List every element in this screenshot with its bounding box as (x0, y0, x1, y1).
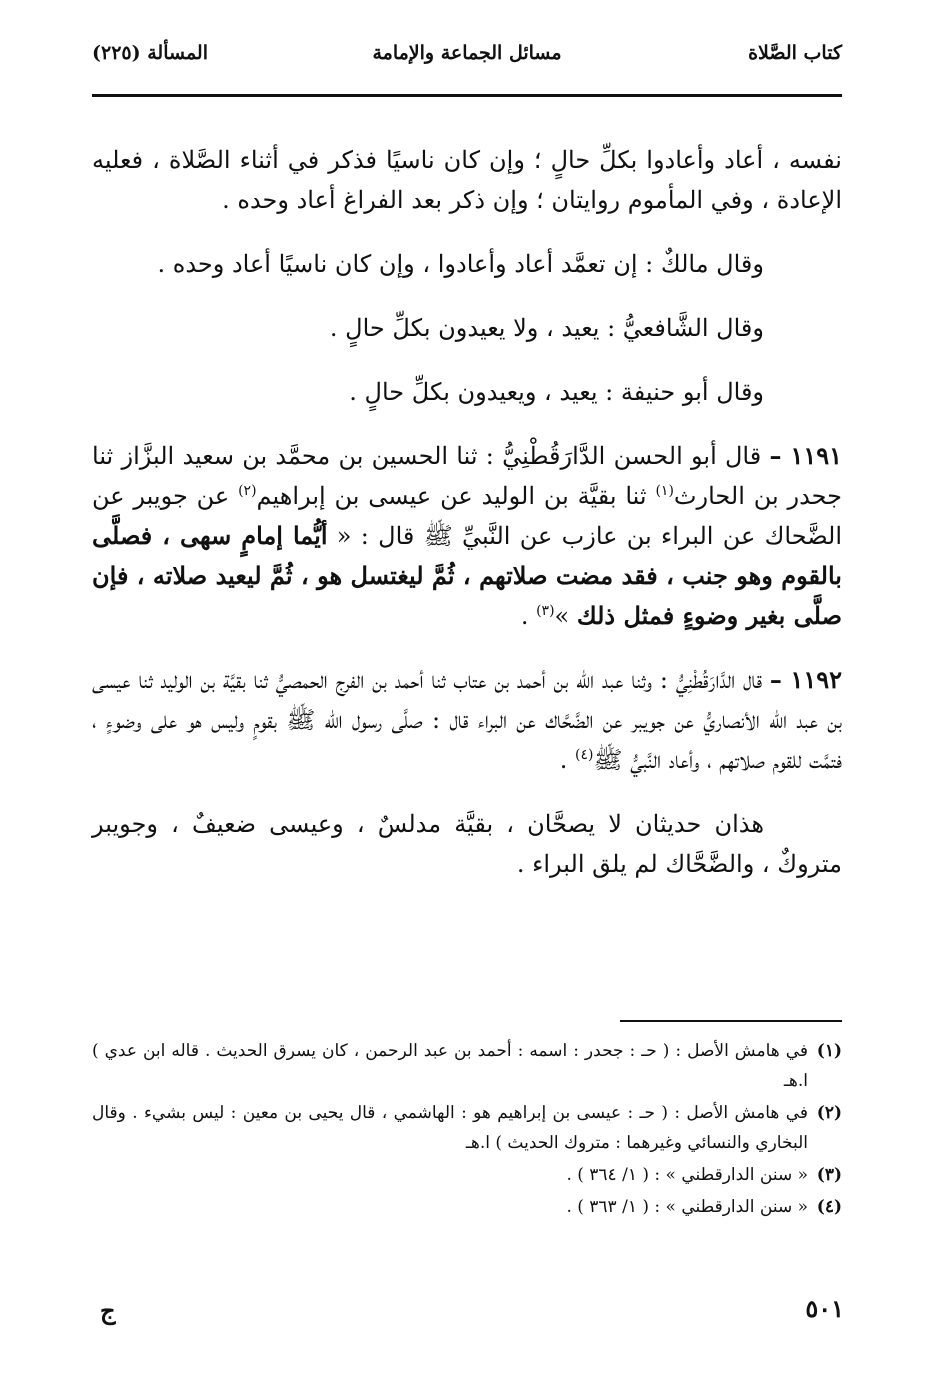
footnote-text: « سنن الدارقطني » : ( ١/ ٣٦٤ ) . (566, 1165, 808, 1185)
hadith-text: . (520, 602, 537, 630)
book-title: كتاب الصَّلاة (748, 42, 842, 64)
footnote (92, 1036, 842, 1096)
paragraph-continuation: نفسه ، أعاد وأعادوا بكلِّ حالٍ ؛ وإن كان ناسيًا فذكر في أثناء الصَّلاة ، فعليه الإعادة ، وفي المأموم روايتان ؛ وإن ذكر بعد الفراغ أعاد وحده . (92, 146, 842, 214)
footnotes (92, 1036, 842, 1224)
header-rule (92, 94, 842, 97)
issue-label: المسألة (٢٢٥) (92, 42, 208, 64)
hadith-text: » (554, 602, 577, 630)
footnote (92, 1098, 842, 1158)
hadith-text: قال الدَّارَقُطْنِيُّ : وثنا عبد الله بن أحمد بن عتاب ثنا أحمد بن الفرج الحمصيُّ ثنا بقيَّة بن الوليد ثنا عيسى بن عبد الله الأنصاريُّ عن جويبر عن الضَّحَّاك عن البراء قال : صلَّى رسول الله ﷺ بقومٍ وليس هو على وضوءٍ ، فتمَّت للقوم صلاتهم ، وأعاد النَّبيُّ ﷺ (92, 666, 842, 774)
paragraph-malik: وقال مالكٌ : إن تعمَّد أعاد وأعادوا ، وإن كان ناسيًا أعاد وحده . (157, 250, 764, 278)
footnote-ref: (١) (655, 483, 674, 499)
hadith-number: ١١٩٢ – (769, 665, 843, 694)
footnote-label: (٢) (816, 1103, 842, 1123)
hadith-text: عن جويبر عن الضَّحاك عن البراء بن عازب عن النَّبيِّ ﷺ قال : « (92, 482, 842, 550)
footnote (92, 1160, 842, 1190)
page-number: ٥٠١ (805, 1294, 844, 1323)
hadith-text: . (559, 746, 575, 774)
footnote (92, 1192, 842, 1222)
paragraph-shafii: وقال الشَّافعيُّ : يعيد ، ولا يعيدون بكلِّ حالٍ . (329, 314, 764, 342)
footnote-label: (٣) (816, 1165, 842, 1185)
footnote-text: في هامش الأصل : ( حـ : جحدر : اسمه : أحمد بن عبد الرحمن ، كان يسرق الحديث . قاله ابن عدي ) ا.هـ (92, 1041, 808, 1091)
paragraph-verdict: هذان حديثان لا يصحَّان ، بقيَّة مدلسٌ ، وعيسى ضعيفٌ ، وجويبر متروكٌ ، والضَّحَّاك لم يلق البراء . (92, 810, 842, 878)
footnote-label: (١) (816, 1041, 842, 1061)
chapter-title: مسائل الجماعة والإمامة (372, 42, 562, 64)
hadith-1191 (92, 436, 842, 636)
footnote-ref: (٢) (238, 483, 257, 499)
hadith-quote: أيُّما إمامٍ سهى ، فصلَّى بالقوم وهو جنب ، فقد مضت صلاتهم ، ثُمَّ ليغتسل هو ، ثُمَّ ليعيد صلاته ، فإن صلَّى بغير وضوءٍ فمثل ذلك (92, 521, 842, 630)
signature-mark: ج (100, 1296, 116, 1325)
footnote-text: « سنن الدارقطني » : ( ١/ ٣٦٣ ) . (566, 1197, 808, 1217)
footnote-text: في هامش الأصل : ( حـ : عيسى بن إبراهيم هو : الهاشمي ، قال يحيى بن معين : ليس بشيء . وقال البخاري والنسائي وغيرهما : متروك الحديث ) ا.هـ (92, 1103, 808, 1153)
footnote-label: (٤) (816, 1197, 842, 1217)
running-header (92, 42, 842, 82)
hadith-text: قال أبو الحسن الدَّارَقُطْنِيُّ : ثنا الحسين بن محمَّد بن سعيد البزَّاز ثنا جحدر بن الحارث (92, 442, 842, 510)
hadith-1192 (92, 660, 842, 780)
hadith-text: ثنا بقيَّة بن الوليد عن عيسى بن إبراهيم (256, 482, 656, 510)
hadith-number: ١١٩١ – (769, 441, 842, 470)
paragraph-abu-hanifa: وقال أبو حنيفة : يعيد ، ويعيدون بكلِّ حالٍ . (349, 378, 764, 406)
footnote-ref: (٣) (536, 603, 555, 619)
footnote-rule (620, 1020, 842, 1022)
footnote-ref: (٤) (575, 747, 594, 763)
main-text (92, 140, 842, 908)
